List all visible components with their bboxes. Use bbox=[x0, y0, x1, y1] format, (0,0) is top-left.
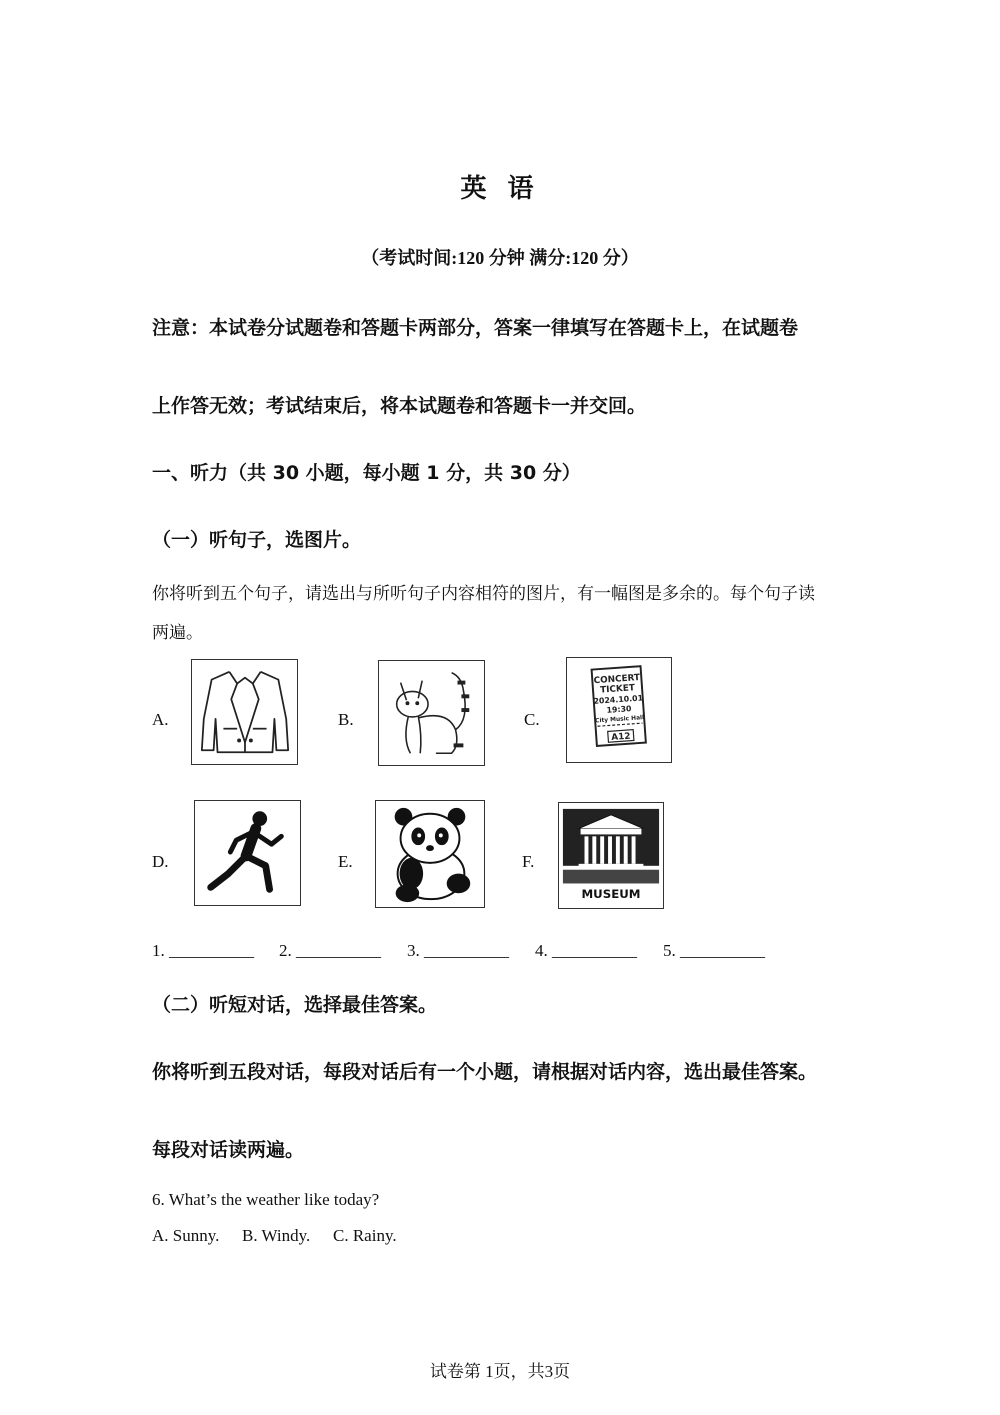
notice-line-1: 注意：本试卷分试题卷和答题卡两部分，答案一律填写在答题卡上，在试题卷 bbox=[152, 317, 799, 339]
option-label-c: C. bbox=[524, 710, 540, 729]
ticket-time: 19:30 bbox=[606, 704, 632, 715]
ticket-date: 2024.10.01 bbox=[593, 693, 644, 706]
answer-blank-2[interactable]: 2. __________ bbox=[279, 941, 381, 960]
question-6-choice-b[interactable]: B. Windy. bbox=[242, 1226, 311, 1245]
option-label-f: F. bbox=[522, 852, 535, 871]
option-label-e: E. bbox=[338, 852, 353, 871]
part2-heading: （二）听短对话，选择最佳答案。 bbox=[152, 994, 438, 1016]
answer-blank-3[interactable]: 3. __________ bbox=[407, 941, 509, 960]
ticket-line-1: CONCERT bbox=[593, 673, 641, 687]
ticket-line-2: TICKET bbox=[599, 683, 636, 696]
section-heading-listening: 一、听力（共 30 小题，每小题 1 分，共 30 分） bbox=[152, 462, 581, 484]
runner-icon bbox=[194, 800, 301, 906]
answer-blank-5[interactable]: 5. __________ bbox=[663, 941, 765, 960]
part1-instruction-line-2: 两遍。 bbox=[152, 623, 203, 643]
question-6-stem: 6. What’s the weather like today? bbox=[152, 1190, 380, 1209]
ticket-venue: City Music Hall bbox=[595, 715, 645, 725]
exam-time-info: （考试时间:120 分钟 满分:120 分） bbox=[361, 248, 639, 268]
ticket-seat: A12 bbox=[611, 731, 631, 744]
part1-instruction-line-1: 你将听到五个句子，请选出与所听句子内容相符的图片，有一幅图是多余的。每个句子读 bbox=[152, 584, 815, 604]
question-6-choice-c[interactable]: C. Rainy. bbox=[333, 1226, 397, 1245]
museum-icon bbox=[558, 802, 664, 909]
cat-icon bbox=[378, 660, 485, 766]
page-footer: 试卷第 1页，共3页 bbox=[429, 1362, 571, 1381]
option-label-b: B. bbox=[338, 710, 354, 729]
part1-heading: （一）听句子，选图片。 bbox=[152, 529, 362, 551]
option-label-d: D. bbox=[152, 852, 169, 871]
concert-ticket-icon bbox=[566, 657, 672, 763]
jacket-icon bbox=[191, 659, 298, 765]
question-6-choice-a[interactable]: A. Sunny. bbox=[152, 1226, 220, 1245]
answer-blank-4[interactable]: 4. __________ bbox=[535, 941, 637, 960]
notice-line-2: 上作答无效；考试结束后，将本试题卷和答题卡一并交回。 bbox=[152, 395, 647, 417]
option-label-a: A. bbox=[152, 710, 169, 729]
museum-sign: MUSEUM bbox=[581, 887, 641, 902]
part2-instruction-line-1: 你将听到五段对话，每段对话后有一个小题，请根据对话内容，选出最佳答案。 bbox=[152, 1061, 818, 1083]
panda-icon bbox=[375, 800, 485, 908]
answer-blank-1[interactable]: 1. __________ bbox=[152, 941, 254, 960]
page-title: 英 语 bbox=[460, 174, 540, 204]
part2-instruction-line-2: 每段对话读两遍。 bbox=[152, 1139, 305, 1161]
